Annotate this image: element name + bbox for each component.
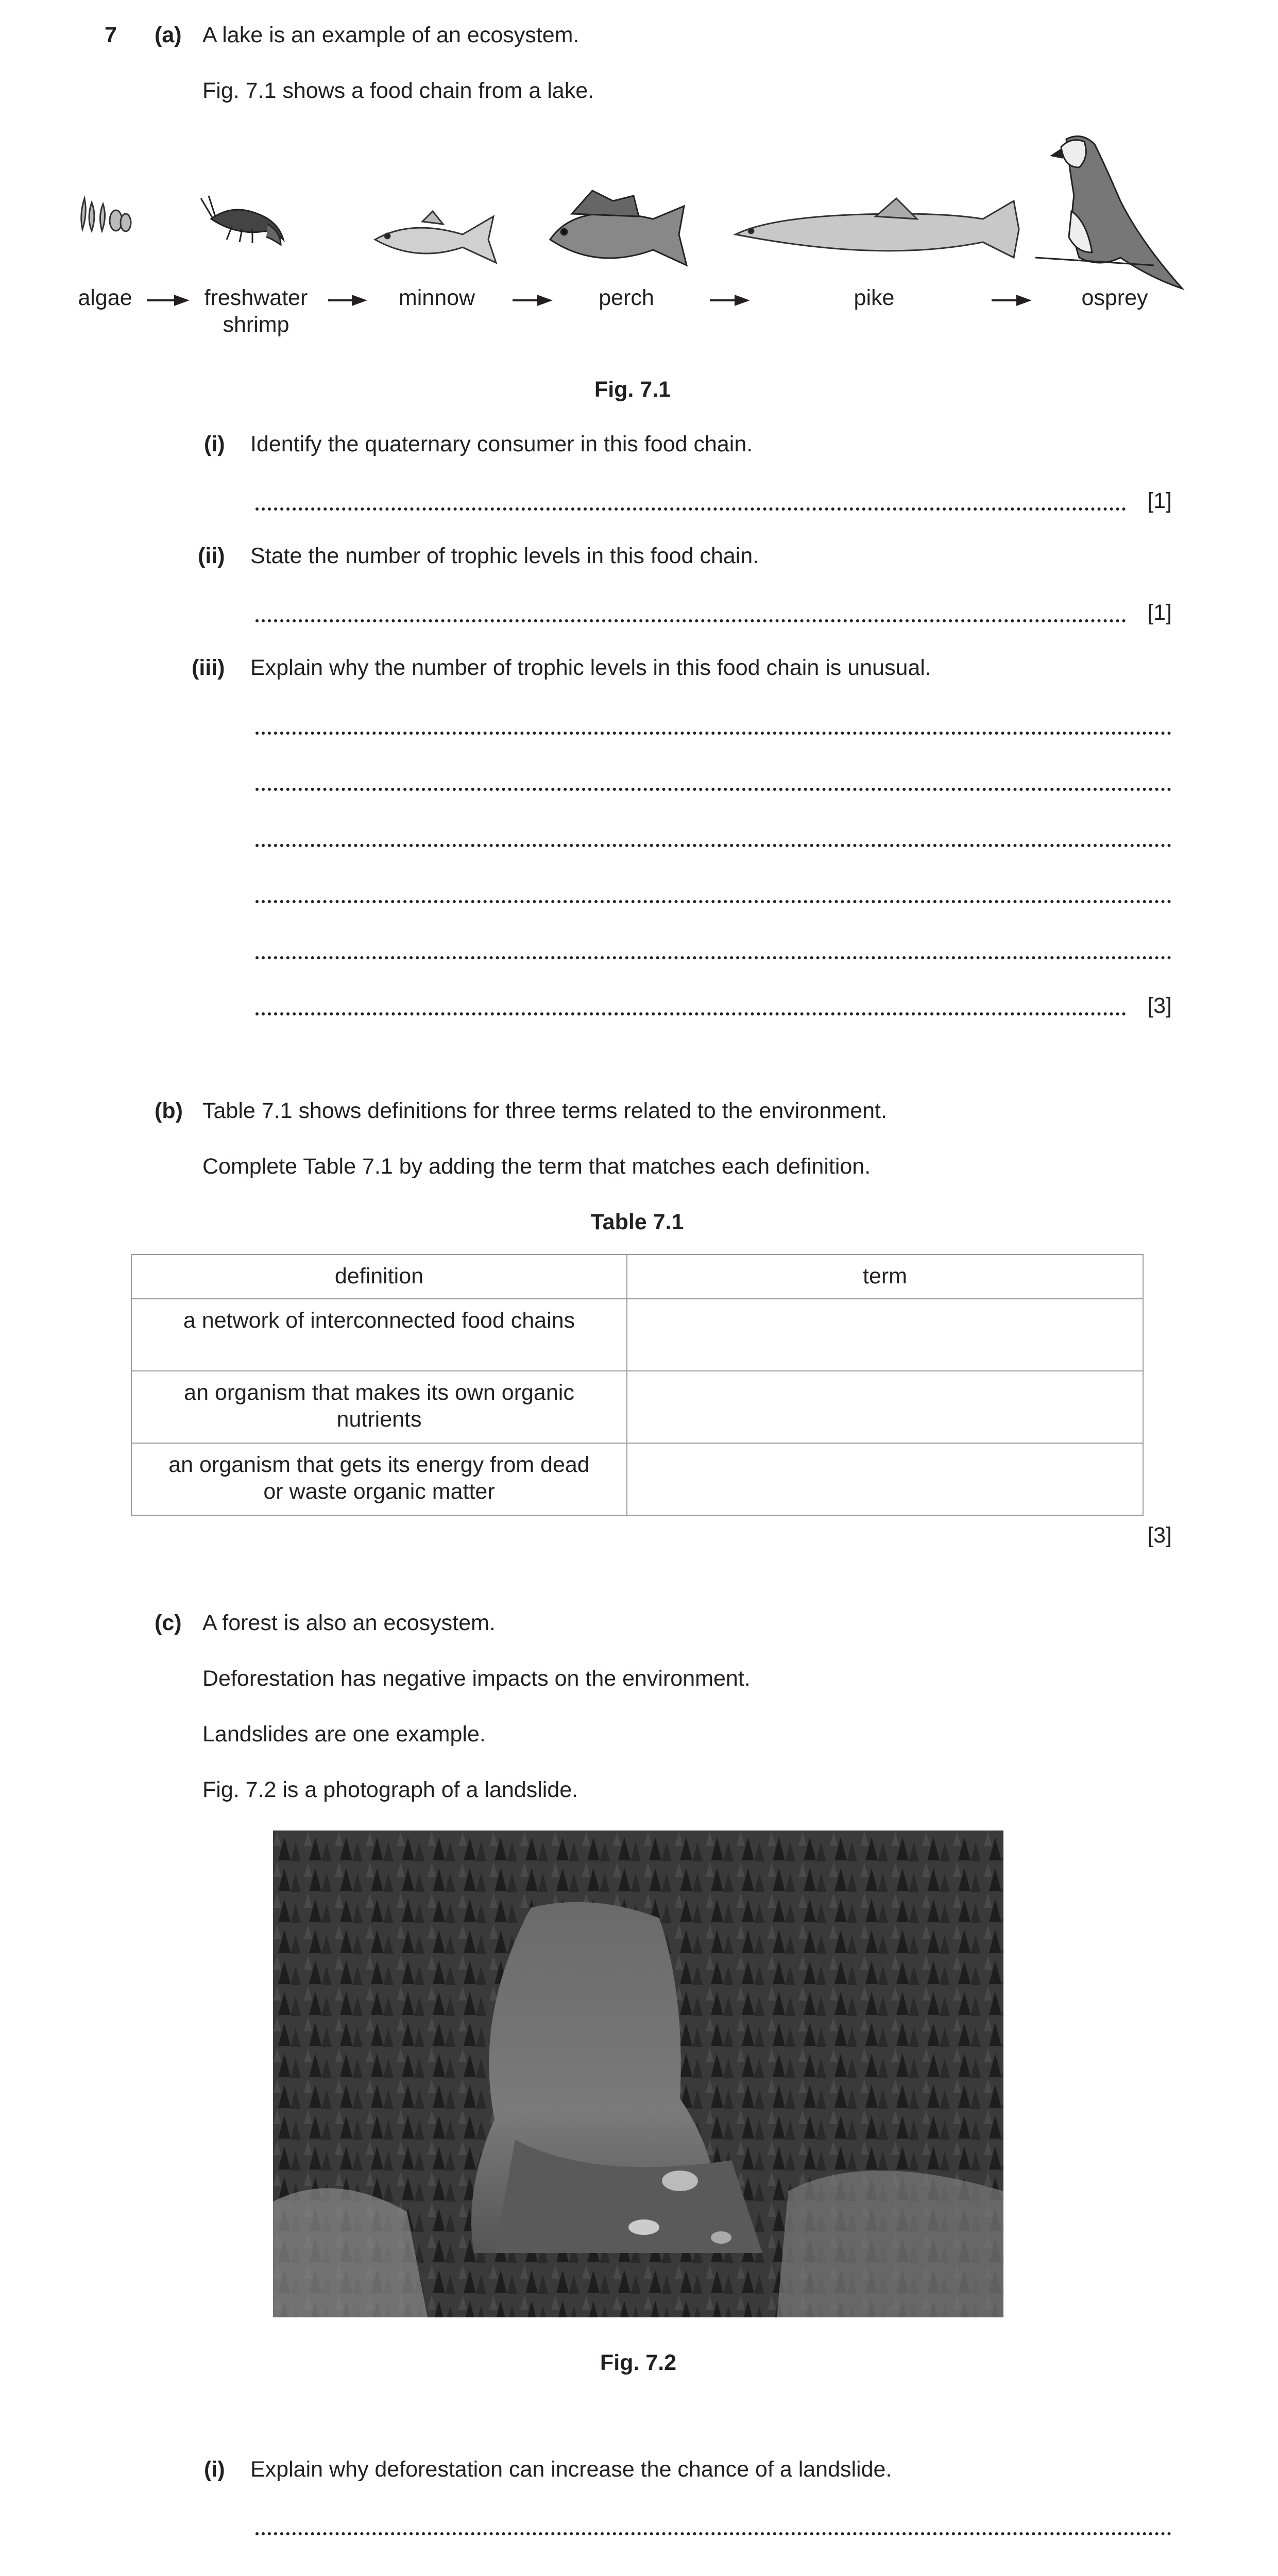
part-c-i-label: (i)	[204, 2457, 225, 2482]
part-b-instruction: Complete Table 7.1 by adding the term that matches each definition.	[202, 1154, 871, 1179]
table-row	[131, 1443, 1143, 1515]
table-7-1	[131, 1254, 1144, 1516]
organism-label-osprey: osprey	[1081, 285, 1148, 310]
organism-label-minnow: minnow	[398, 285, 475, 310]
organism-label-pike: pike	[854, 285, 895, 310]
part-a-ii-question: State the number of trophic levels in this food chain.	[250, 544, 759, 568]
definition-line: an organism that makes its own organic	[184, 1380, 574, 1405]
answer-line[interactable]	[255, 619, 1126, 622]
part-b-intro: Table 7.1 shows definitions for three terms related to the environment.	[202, 1098, 887, 1123]
answer-line[interactable]	[255, 900, 1171, 903]
table-header-term: term	[627, 1255, 1143, 1299]
part-c-line3: Landslides are one example.	[202, 1722, 486, 1747]
marks-a-iii: [3]	[1147, 993, 1172, 1018]
term-answer-cell[interactable]	[627, 1299, 1143, 1371]
food-chain-figure	[0, 129, 1278, 345]
part-a-iii-question: Explain why the number of trophic levels in this food chain is unusual.	[250, 655, 931, 680]
definition-cell	[131, 1443, 627, 1515]
shrimp-illustration	[201, 196, 283, 245]
answer-line[interactable]	[255, 2532, 1171, 2535]
pike-illustration	[736, 198, 1019, 258]
table-row	[131, 1299, 1143, 1371]
osprey-illustration	[1035, 136, 1182, 289]
part-b-label: (b)	[155, 1098, 183, 1123]
fig-7-2-caption: Fig. 7.2	[600, 2350, 677, 2375]
part-c-i-question: Explain why deforestation can increase the chance of a landslide.	[250, 2457, 892, 2482]
organism-label-algae: algae	[78, 285, 132, 310]
table-7-1-caption: Table 7.1	[590, 1210, 684, 1234]
part-a-iii-label: (iii)	[192, 655, 225, 680]
term-answer-cell[interactable]	[627, 1443, 1143, 1515]
answer-line[interactable]	[255, 844, 1171, 847]
landslide-photo	[273, 1831, 1003, 2317]
minnow-illustration	[375, 211, 496, 263]
part-a-intro: A lake is an example of an ecosystem.	[202, 23, 580, 47]
definition-cell	[131, 1299, 627, 1371]
definition-line: an organism that gets its energy from dead	[168, 1452, 590, 1477]
definition-line: nutrients	[336, 1406, 422, 1432]
answer-line[interactable]	[255, 788, 1171, 791]
answer-line[interactable]	[255, 1012, 1126, 1015]
part-a-ii-label: (ii)	[198, 544, 225, 568]
definition-cell	[131, 1371, 627, 1443]
definition-line: a network of interconnected food chains	[183, 1308, 575, 1333]
organism-label-shrimp-line2: shrimp	[223, 312, 289, 337]
marks-a-ii: [1]	[1147, 600, 1172, 625]
perch-illustration	[550, 191, 687, 265]
part-c-line1: A forest is also an ecosystem.	[202, 1611, 496, 1635]
marks-a-i: [1]	[1147, 488, 1172, 513]
fig-7-1-intro: Fig. 7.1 shows a food chain from a lake.	[202, 78, 594, 103]
marks-b: [3]	[1147, 1523, 1172, 1548]
answer-line[interactable]	[255, 507, 1126, 511]
organism-label-perch: perch	[599, 285, 654, 310]
part-a-i-question: Identify the quaternary consumer in this food chain.	[250, 432, 753, 456]
answer-line[interactable]	[255, 732, 1171, 735]
part-c-line2: Deforestation has negative impacts on the environment.	[202, 1666, 751, 1691]
algae-illustration	[81, 198, 131, 231]
question-number: 7	[105, 23, 117, 47]
answer-line[interactable]	[255, 956, 1171, 959]
part-c-label: (c)	[155, 1611, 182, 1635]
fig-7-1-caption: Fig. 7.1	[594, 377, 671, 402]
part-a-label: (a)	[155, 23, 182, 47]
part-a-i-label: (i)	[204, 432, 225, 456]
definition-line: or waste organic matter	[263, 1479, 495, 1504]
term-answer-cell[interactable]	[627, 1371, 1143, 1443]
table-header-definition: definition	[131, 1255, 627, 1299]
organism-label-shrimp: freshwater	[204, 285, 308, 310]
table-row	[131, 1371, 1143, 1443]
part-c-line4: Fig. 7.2 is a photograph of a landslide.	[202, 1777, 578, 1802]
